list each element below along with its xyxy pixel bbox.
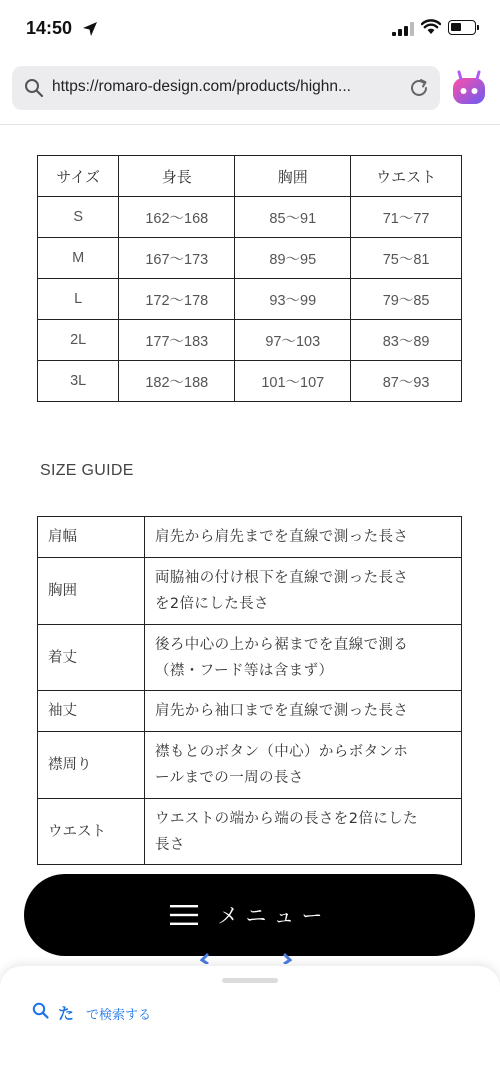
partial-arrows-icon <box>200 952 292 964</box>
guide-row <box>38 732 462 799</box>
size-table-cell: 85〜91 <box>235 197 351 238</box>
search-icon <box>24 78 44 98</box>
size-table-cell: 162〜168 <box>119 197 235 238</box>
guide-description-line: 肩先から肩先までを直線で測った長さ <box>155 529 409 545</box>
guide-description <box>145 691 462 732</box>
search-suggestion-sheet[interactable] <box>0 966 500 1080</box>
size-table-cell: 93〜99 <box>235 279 351 320</box>
size-table-row <box>38 361 462 402</box>
size-table-header: ウエスト <box>351 156 462 197</box>
guide-term: ウエスト <box>38 799 145 865</box>
size-table-cell: 3L <box>38 361 119 402</box>
size-table-cell: 71〜77 <box>351 197 462 238</box>
guide-term: 胸囲 <box>38 558 145 625</box>
status-bar <box>0 0 500 58</box>
header-divider <box>0 124 500 125</box>
size-table-cell: 87〜93 <box>351 361 462 402</box>
guide-row <box>38 625 462 691</box>
guide-description-line: ウエストの端から端の長さを2倍にした <box>155 810 418 827</box>
guide-term: 肩幅 <box>38 517 145 558</box>
url-text[interactable]: https://romaro-design.com/products/highn... <box>52 78 351 95</box>
size-table-row <box>38 279 462 320</box>
menu-button[interactable] <box>24 874 475 956</box>
menu-label: メニュー <box>217 904 330 928</box>
size-table-header: 胸囲 <box>235 156 351 197</box>
cellular-signal-icon <box>392 22 414 36</box>
guide-description-line: 肩先から袖口までを直線で測った長さ <box>155 703 409 719</box>
size-guide-title: SIZE GUIDE <box>40 462 134 479</box>
size-table-cell: 177〜183 <box>119 320 235 361</box>
size-table-cell: 79〜85 <box>351 279 462 320</box>
guide-description <box>145 558 462 625</box>
guide-description-line: ールまでの一周の長さ <box>155 770 304 786</box>
guide-row <box>38 517 462 558</box>
size-table-cell: 89〜95 <box>235 238 351 279</box>
guide-description-line: を2倍にした長さ <box>155 596 269 612</box>
size-table-cell: 97〜103 <box>235 320 351 361</box>
size-table-cell: 75〜81 <box>351 238 462 279</box>
assistant-extension-icon[interactable] <box>450 70 488 108</box>
guide-term: 襟周り <box>38 732 145 799</box>
size-table-header: サイズ <box>38 156 119 197</box>
size-table-header-row <box>38 156 462 197</box>
guide-description-line: （襟・フード等は含まず） <box>155 662 334 679</box>
guide-description-line: 後ろ中心の上から裾までを直線で測る <box>155 636 409 653</box>
hamburger-icon <box>170 904 198 926</box>
guide-row <box>38 799 462 865</box>
guide-description-line: 長さ <box>155 836 185 853</box>
search-hint-text[interactable]: で検索する <box>86 1008 152 1023</box>
guide-description <box>145 517 462 558</box>
reload-icon[interactable] <box>408 77 430 99</box>
guide-term: 袖丈 <box>38 691 145 732</box>
size-table-cell: 101〜107 <box>235 361 351 402</box>
location-arrow-icon <box>82 21 98 37</box>
url-bar[interactable] <box>12 66 440 110</box>
guide-description-line: 両脇袖の付け根下を直線で測った長さ <box>155 570 409 586</box>
search-icon <box>32 1002 49 1019</box>
size-chart-table <box>37 155 462 402</box>
size-table-cell: 2L <box>38 320 119 361</box>
size-table-cell: 167〜173 <box>119 238 235 279</box>
size-table-cell: 182〜188 <box>119 361 235 402</box>
size-table-cell: 83〜89 <box>351 320 462 361</box>
size-table-header: 身長 <box>119 156 235 197</box>
size-table-row <box>38 197 462 238</box>
size-table-cell: L <box>38 279 119 320</box>
size-table-cell: M <box>38 238 119 279</box>
search-query-text[interactable]: た <box>58 1004 75 1023</box>
guide-term: 着丈 <box>38 625 145 691</box>
guide-row <box>38 691 462 732</box>
sheet-grabber[interactable] <box>222 978 278 983</box>
battery-icon <box>448 20 476 35</box>
guide-description <box>145 625 462 691</box>
size-table-row <box>38 238 462 279</box>
guide-row <box>38 558 462 625</box>
size-table-cell: S <box>38 197 119 238</box>
wifi-icon <box>421 19 441 35</box>
size-guide-table <box>37 516 462 865</box>
guide-description <box>145 732 462 799</box>
size-table-row <box>38 320 462 361</box>
size-table-cell: 172〜178 <box>119 279 235 320</box>
guide-description <box>145 799 462 865</box>
status-time: 14:50 <box>26 18 73 38</box>
guide-description-line: 襟もとのボタン（中心）からボタンホ <box>155 744 409 760</box>
